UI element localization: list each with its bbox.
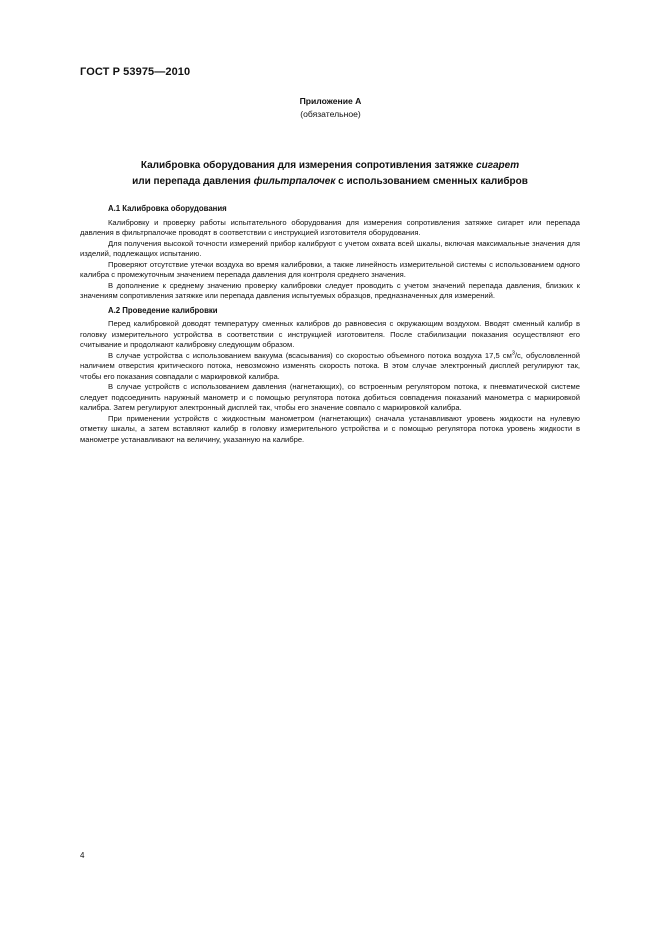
paragraph: В случае устройств с использованием давления (нагнетающих), со встроенным регулятором потока, к пневматической системе следует подсоединить наружный манометр и с помощью регулятора потока добиться совпадения показаний манометра с маркировкой калибра. Затем регулируют электронный дисплей так, чтобы его значение совпало с маркировкой калибра. (80, 382, 580, 412)
title-italic-text: фильтрпалочек (253, 176, 336, 187)
paragraph: Калибровку и проверку работы испытательного оборудования для измерения сопротивления затяжке сигарет или перепада давления в фильтрпалочке проводят в соответствии с инструкцией изготовителя оборудования. (80, 217, 580, 237)
title-text: или перепада давления (132, 176, 254, 187)
document-title-line-2 (80, 174, 580, 190)
title-text: Калибровка оборудования для измерения сопротивления затяжке (140, 160, 477, 171)
paragraph: Для получения высокой точности измерений прибор калибруют с учетом охвата всей шкалы, включая максимальные значения для изделий, подлежащих испытанию. (80, 238, 580, 258)
page-number: 4 (80, 851, 85, 860)
paragraph: В дополнение к среднему значению проверку калибровки следует проводить с учетом значений перепада давления, близких к значениям сопротивления затяжке или перепада давления испытуемых образцов, предназначенных для измерений. (80, 280, 580, 300)
appendix-title: Приложение А (299, 96, 362, 106)
appendix-status: (обязательное) (300, 109, 361, 119)
paragraph-text: В случае устройства с использованием вакуума (всасывания) со скоростью объемного потока воздуха 17,5 см (108, 350, 512, 360)
paragraph: Проверяют отсутствие утечки воздуха во время калибровки, а также линейность измерительной системы с использованием одного калибра с промежуточным значением перепада давления для контроля среднего значения. (80, 259, 580, 279)
section-heading-a2: А.2 Проведение калибровки (108, 305, 218, 315)
document-title-line-1 (80, 158, 580, 174)
superscript: 3 (511, 349, 515, 356)
paragraph-vacuum (80, 351, 580, 383)
paragraph: Перед калибровкой доводят температуру сменных калибров до равновесия с окружающим воздухом. Вводят сменный калибр в головку измерительного устройства в соответствии с инструкцией изготовителя. После стабилизации показания осуществляют его считывание и продолжают калибровку следующим образом. (80, 319, 580, 349)
title-italic-text: сигарет (476, 160, 520, 171)
document-title (80, 158, 580, 190)
title-text: с использованием сменных калибров (335, 176, 528, 187)
paragraph: При применении устройств с жидкостным манометром (нагнетающих) сначала устанавливают уровень жидкости на нулевую отметку шкалы, а затем вставляют калибр в головку измерительного устройства и с помощью регулятора потока уровень жидкости в манометре устанавливают на величину, указанную на калибре. (80, 413, 580, 444)
paragraph-text: /с, обусловленной наличием отверстия критического потока, невозможно изменять скорость потока. В этом случае электронный дисплей регулируют так, чтобы его показания совпадали с маркировкой калибра. (80, 350, 580, 381)
section-heading-a1: А.1 Калибровка оборудования (108, 204, 227, 213)
body-text (80, 204, 580, 445)
standard-code: ГОСТ Р 53975—2010 (80, 66, 191, 78)
